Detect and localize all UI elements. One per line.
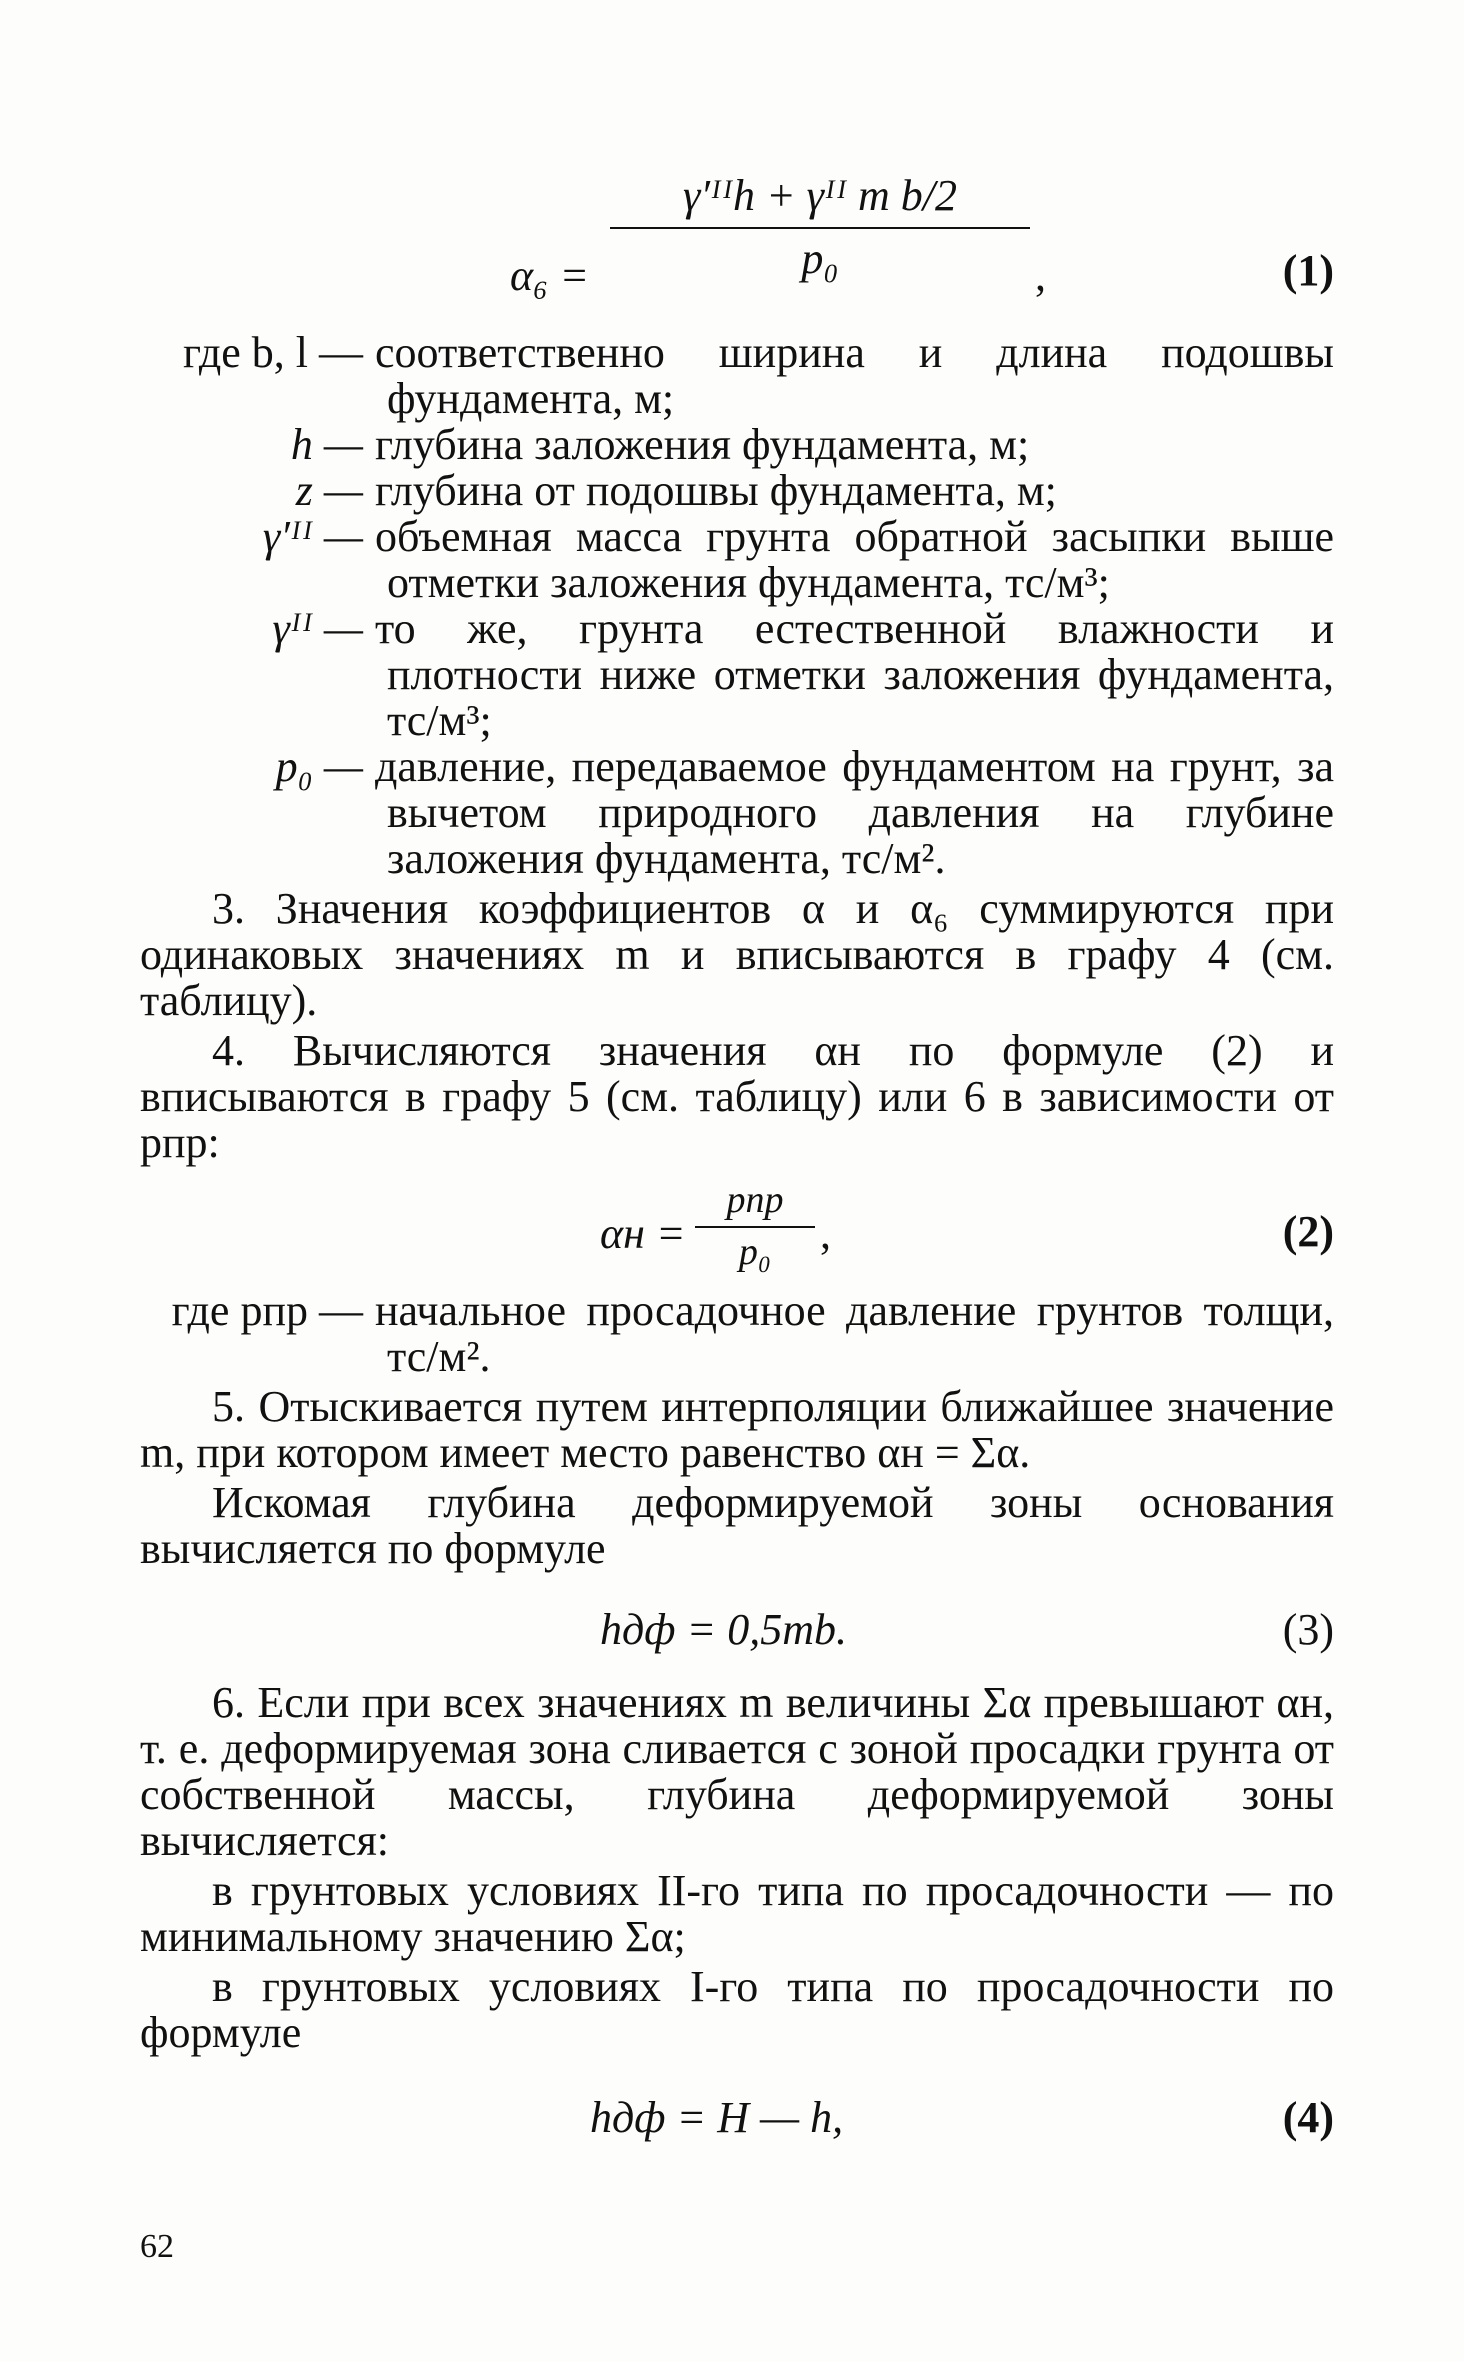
formula-2-fraction <box>695 1178 815 1274</box>
paragraph-5: 5. Отыскивается путем интерполяции ближайшее значение m, при котором имеет место равенство αн = Σα. <box>140 1382 1334 1477</box>
legend-symbol: где b, l — <box>183 328 363 377</box>
legend-row <box>140 330 1334 422</box>
formula-3-expression: hдф = 0,5mb. <box>600 1605 847 1654</box>
legend-text: объемная масса грунта обратной засыпки выше отметки заложения фундамента, тс/м³; <box>375 512 1334 607</box>
formula-1-comma: , <box>1035 251 1046 300</box>
formula-2-numerator: pпр <box>695 1178 815 1228</box>
legend-formula-2 <box>140 1288 1334 1380</box>
legend-row <box>140 514 1334 606</box>
paragraph-6b: в грунтовых условиях I-го типа по просадочности по формуле <box>140 1962 1334 2057</box>
formula-4 <box>140 2074 1334 2164</box>
paragraph-6a: в грунтовых условиях II-го типа по просадочности — по минимальному значению Σα; <box>140 1866 1334 1961</box>
formula-4-number: (4) <box>1282 2093 1334 2142</box>
formula-2-denominator: p₀ <box>738 1231 772 1273</box>
paragraph-4: 4. Вычисляются значения αн по формуле (2) и вписываются в графу 5 (см. таблицу) или 6 в зависимости от pпр: <box>140 1026 1334 1167</box>
legend-symbol: γᴵᴵ — <box>272 604 363 653</box>
page-number: 62 <box>140 2228 174 2265</box>
formula-2 <box>140 1178 1334 1288</box>
legend-row <box>140 468 1334 514</box>
formula-3 <box>140 1586 1334 1676</box>
legend-text: начальное просадочное давление грунтов толщи, тс/м². <box>375 1286 1334 1381</box>
legend-row <box>140 744 1334 882</box>
paragraph-5b: Искомая глубина деформируемой зоны основания вычисляется по формуле <box>140 1478 1334 1573</box>
legend-row <box>140 422 1334 468</box>
legend-row <box>140 606 1334 744</box>
formula-2-comma: , <box>820 1209 831 1258</box>
legend-text: то же, грунта естественной влажности и плотности ниже отметки заложения фундамента, тс/м³; <box>375 604 1334 745</box>
paragraph-3: 3. Значения коэффициентов α и α₆ суммируются при одинаковых значениях m и вписываются в графу 4 (см. таблицу). <box>140 884 1334 1025</box>
legend-text: глубина от подошвы фундамента, м; <box>375 466 1057 515</box>
paragraph-6: 6. Если при всех значениях m величины Σα превышают αн, т. е. деформируемая зона сливается с зоной просадки грунта от собственной массы, глубина деформируемой зоны вычисляется: <box>140 1678 1334 1865</box>
legend-text: давление, передаваемое фундаментом на грунт, за вычетом природного давления на глубине заложения фундамента, тс/м². <box>375 742 1334 883</box>
legend-text: соответственно ширина и длина подошвы фундамента, м; <box>375 328 1334 423</box>
legend-symbol: z — <box>295 466 363 515</box>
formula-1-number: (1) <box>1282 246 1334 295</box>
formula-3-number: (3) <box>1282 1605 1334 1654</box>
legend-symbol: где pпр — <box>171 1286 363 1335</box>
page-body <box>140 160 1334 2164</box>
legend-row <box>140 1288 1334 1380</box>
legend-formula-1 <box>140 330 1334 882</box>
formula-1 <box>140 160 1334 330</box>
formula-1-denominator: p₀ <box>801 234 839 283</box>
formula-1-lhs: α₆ = <box>510 251 590 300</box>
legend-symbol: γ′ᴵᴵ — <box>262 512 363 561</box>
legend-text: глубина заложения фундамента, м; <box>375 420 1030 469</box>
formula-1-fraction <box>610 170 1030 284</box>
formula-2-lhs: αн = <box>600 1209 686 1258</box>
formula-1-numerator: γ′ᴵᴵh + γᴵᴵ m b/2 <box>610 170 1030 229</box>
formula-4-expression: hдф = H — h, <box>590 2093 844 2142</box>
legend-symbol: h — <box>290 420 363 469</box>
formula-2-number: (2) <box>1282 1207 1334 1256</box>
legend-symbol: p₀ — <box>275 742 363 791</box>
